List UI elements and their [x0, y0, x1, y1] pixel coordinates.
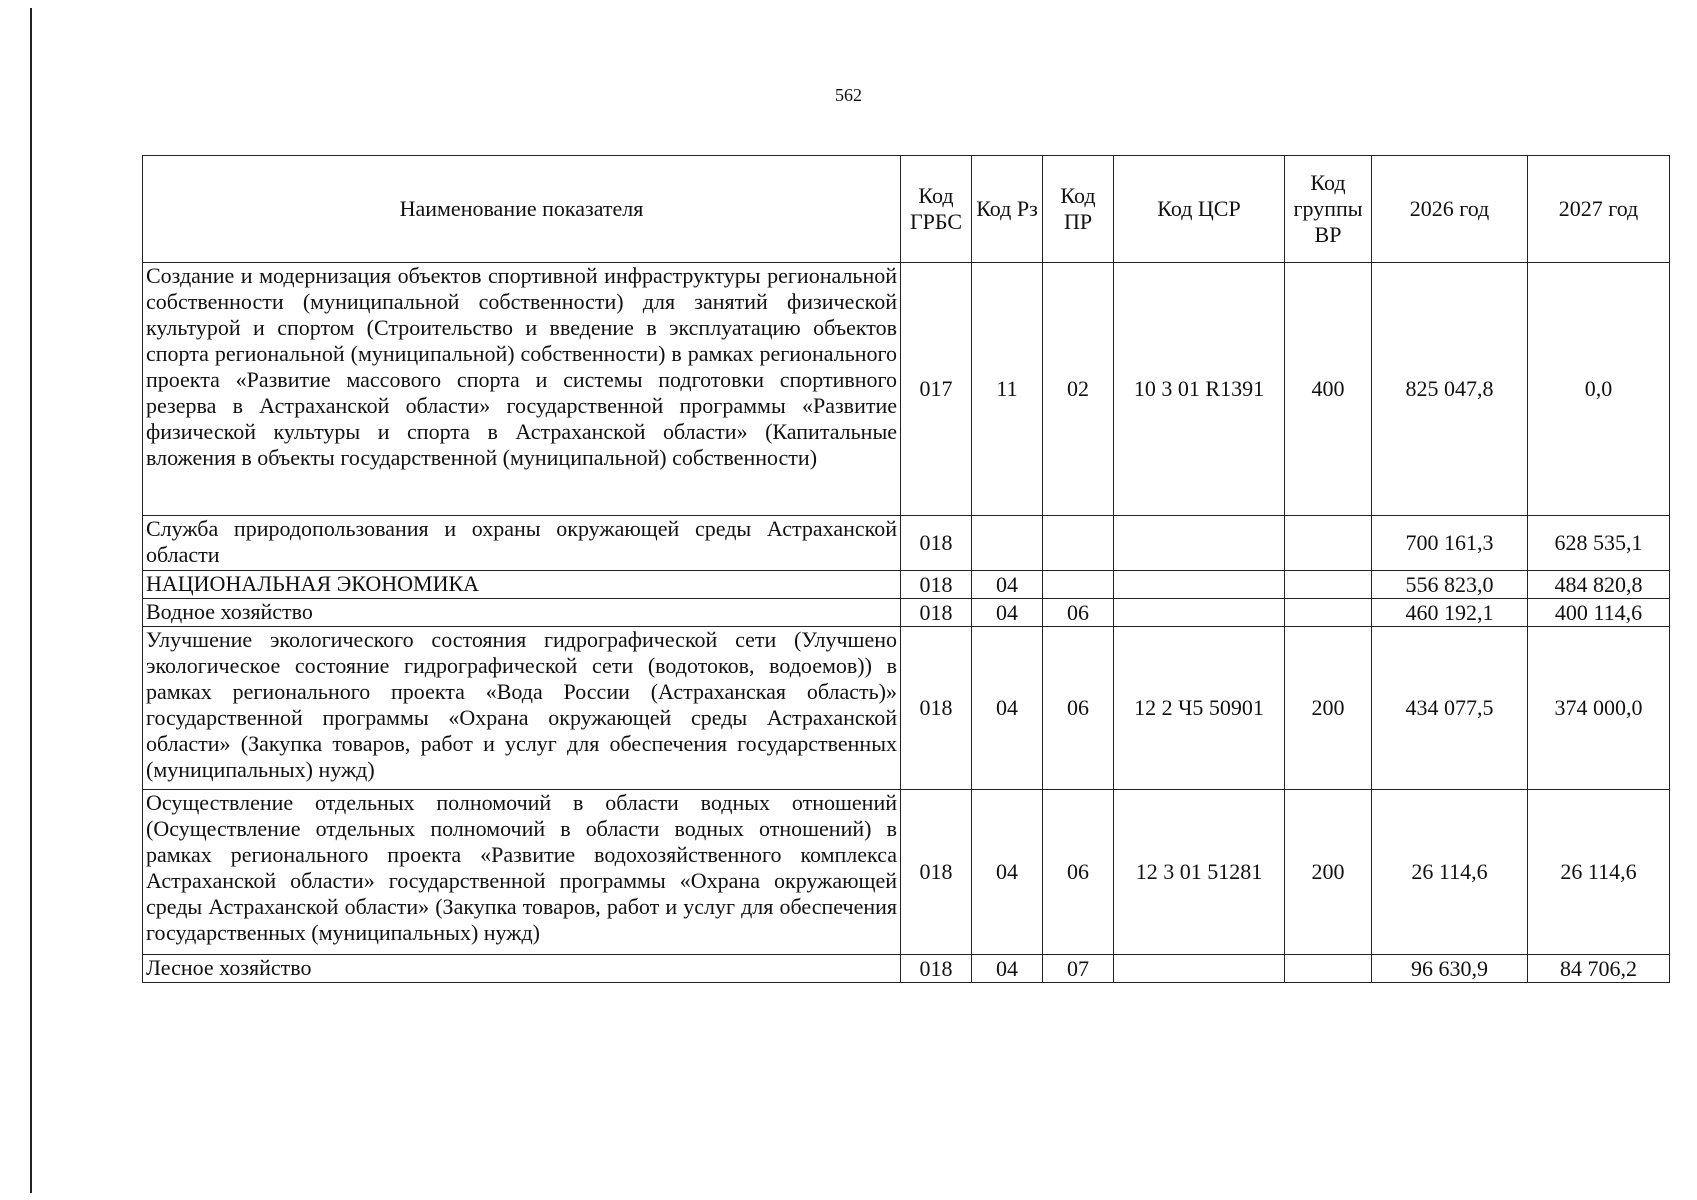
row-vr: 200: [1285, 627, 1372, 790]
row-csr: 12 2 Ч5 50901: [1114, 627, 1285, 790]
header-csr: Код ЦСР: [1114, 156, 1285, 263]
row-pr: [1043, 516, 1114, 571]
row-2026: 26 114,6: [1372, 790, 1528, 955]
row-grbs: 018: [901, 790, 972, 955]
row-2026: 556 823,0: [1372, 571, 1528, 599]
row-2027: 484 820,8: [1528, 571, 1670, 599]
row-pr: [1043, 571, 1114, 599]
row-name: Улучшение экологического состояния гидрографической сети (Улучшено экологическое состояние гидрографической сети (водотоков, водоемов)) в рамках регионального проекта «Вода России (Астраханская область)» государственной программы «Охрана окружающей среды Астраханской области» (Закупка товаров, работ и услуг для обеспечения государственных (муниципальных) нужд): [143, 627, 901, 790]
row-2026: 700 161,3: [1372, 516, 1528, 571]
header-rz: Код Рз: [972, 156, 1043, 263]
row-pr: 06: [1043, 790, 1114, 955]
row-2027: 628 535,1: [1528, 516, 1670, 571]
row-grbs: 018: [901, 627, 972, 790]
table-row: [143, 599, 1670, 627]
row-grbs: 018: [901, 571, 972, 599]
row-2027: 26 114,6: [1528, 790, 1670, 955]
row-vr: [1285, 955, 1372, 983]
header-vr: Код группы ВР: [1285, 156, 1372, 263]
row-2027: 0,0: [1528, 263, 1670, 516]
table-row: [143, 263, 1670, 516]
row-grbs: 018: [901, 955, 972, 983]
header-2026: 2026 год: [1372, 156, 1528, 263]
row-csr: [1114, 955, 1285, 983]
table-row: [143, 571, 1670, 599]
row-rz: [972, 516, 1043, 571]
row-vr: 400: [1285, 263, 1372, 516]
row-csr: 12 3 01 51281: [1114, 790, 1285, 955]
row-pr: 06: [1043, 599, 1114, 627]
row-csr: [1114, 516, 1285, 571]
row-2026: 434 077,5: [1372, 627, 1528, 790]
row-pr: 02: [1043, 263, 1114, 516]
row-2027: 84 706,2: [1528, 955, 1670, 983]
table-row: [143, 627, 1670, 790]
row-grbs: 018: [901, 599, 972, 627]
row-name: Создание и модернизация объектов спортивной инфраструктуры региональной собственности (муниципальной собственности) для занятий физической культурой и спортом (Строительство и введение в эксплуатацию объектов спорта региональной (муниципальной) собственности) в рамках регионального проекта «Развитие массового спорта и системы подготовки спортивного резерва в Астраханской области» государственной программы «Развитие физической культуры и спорта в Астраханской области» (Капитальные вложения в объекты государственной (муниципальной) собственности): [143, 263, 901, 516]
row-csr: [1114, 599, 1285, 627]
table-row: [143, 790, 1670, 955]
row-csr: [1114, 571, 1285, 599]
page-binding-line: [30, 8, 32, 1193]
header-pr: Код ПР: [1043, 156, 1114, 263]
row-2026: 96 630,9: [1372, 955, 1528, 983]
header-2027: 2027 год: [1528, 156, 1670, 263]
row-csr: 10 3 01 R1391: [1114, 263, 1285, 516]
row-name: Водное хозяйство: [143, 599, 901, 627]
row-vr: [1285, 599, 1372, 627]
row-2026: 460 192,1: [1372, 599, 1528, 627]
row-2027: 400 114,6: [1528, 599, 1670, 627]
row-vr: [1285, 516, 1372, 571]
header-name: Наименование показателя: [143, 156, 901, 263]
row-name: НАЦИОНАЛЬНАЯ ЭКОНОМИКА: [143, 571, 901, 599]
row-name: Осуществление отдельных полномочий в области водных отношений (Осуществление отдельных полномочий в области водных отношений) в рамках регионального проекта «Развитие водохозяйственного комплекса Астраханской области» государственной программы «Охрана окружающей среды Астраханской области» (Закупка товаров, работ и услуг для обеспечения государственных (муниципальных) нужд): [143, 790, 901, 955]
row-name: Служба природопользования и охраны окружающей среды Астраханской области: [143, 516, 901, 571]
row-rz: 04: [972, 599, 1043, 627]
row-pr: 07: [1043, 955, 1114, 983]
header-grbs: Код ГРБС: [901, 156, 972, 263]
row-grbs: 018: [901, 516, 972, 571]
row-vr: 200: [1285, 790, 1372, 955]
row-rz: 04: [972, 627, 1043, 790]
row-name: Лесное хозяйство: [143, 955, 901, 983]
table-header-row: [143, 156, 1670, 263]
row-rz: 11: [972, 263, 1043, 516]
row-rz: 04: [972, 955, 1043, 983]
budget-table: [142, 155, 1670, 983]
row-vr: [1285, 571, 1372, 599]
row-2027: 374 000,0: [1528, 627, 1670, 790]
row-pr: 06: [1043, 627, 1114, 790]
row-rz: 04: [972, 790, 1043, 955]
row-rz: 04: [972, 571, 1043, 599]
table-row: [143, 516, 1670, 571]
row-2026: 825 047,8: [1372, 263, 1528, 516]
page-number: 562: [835, 85, 862, 105]
row-grbs: 017: [901, 263, 972, 516]
table-row: [143, 955, 1670, 983]
